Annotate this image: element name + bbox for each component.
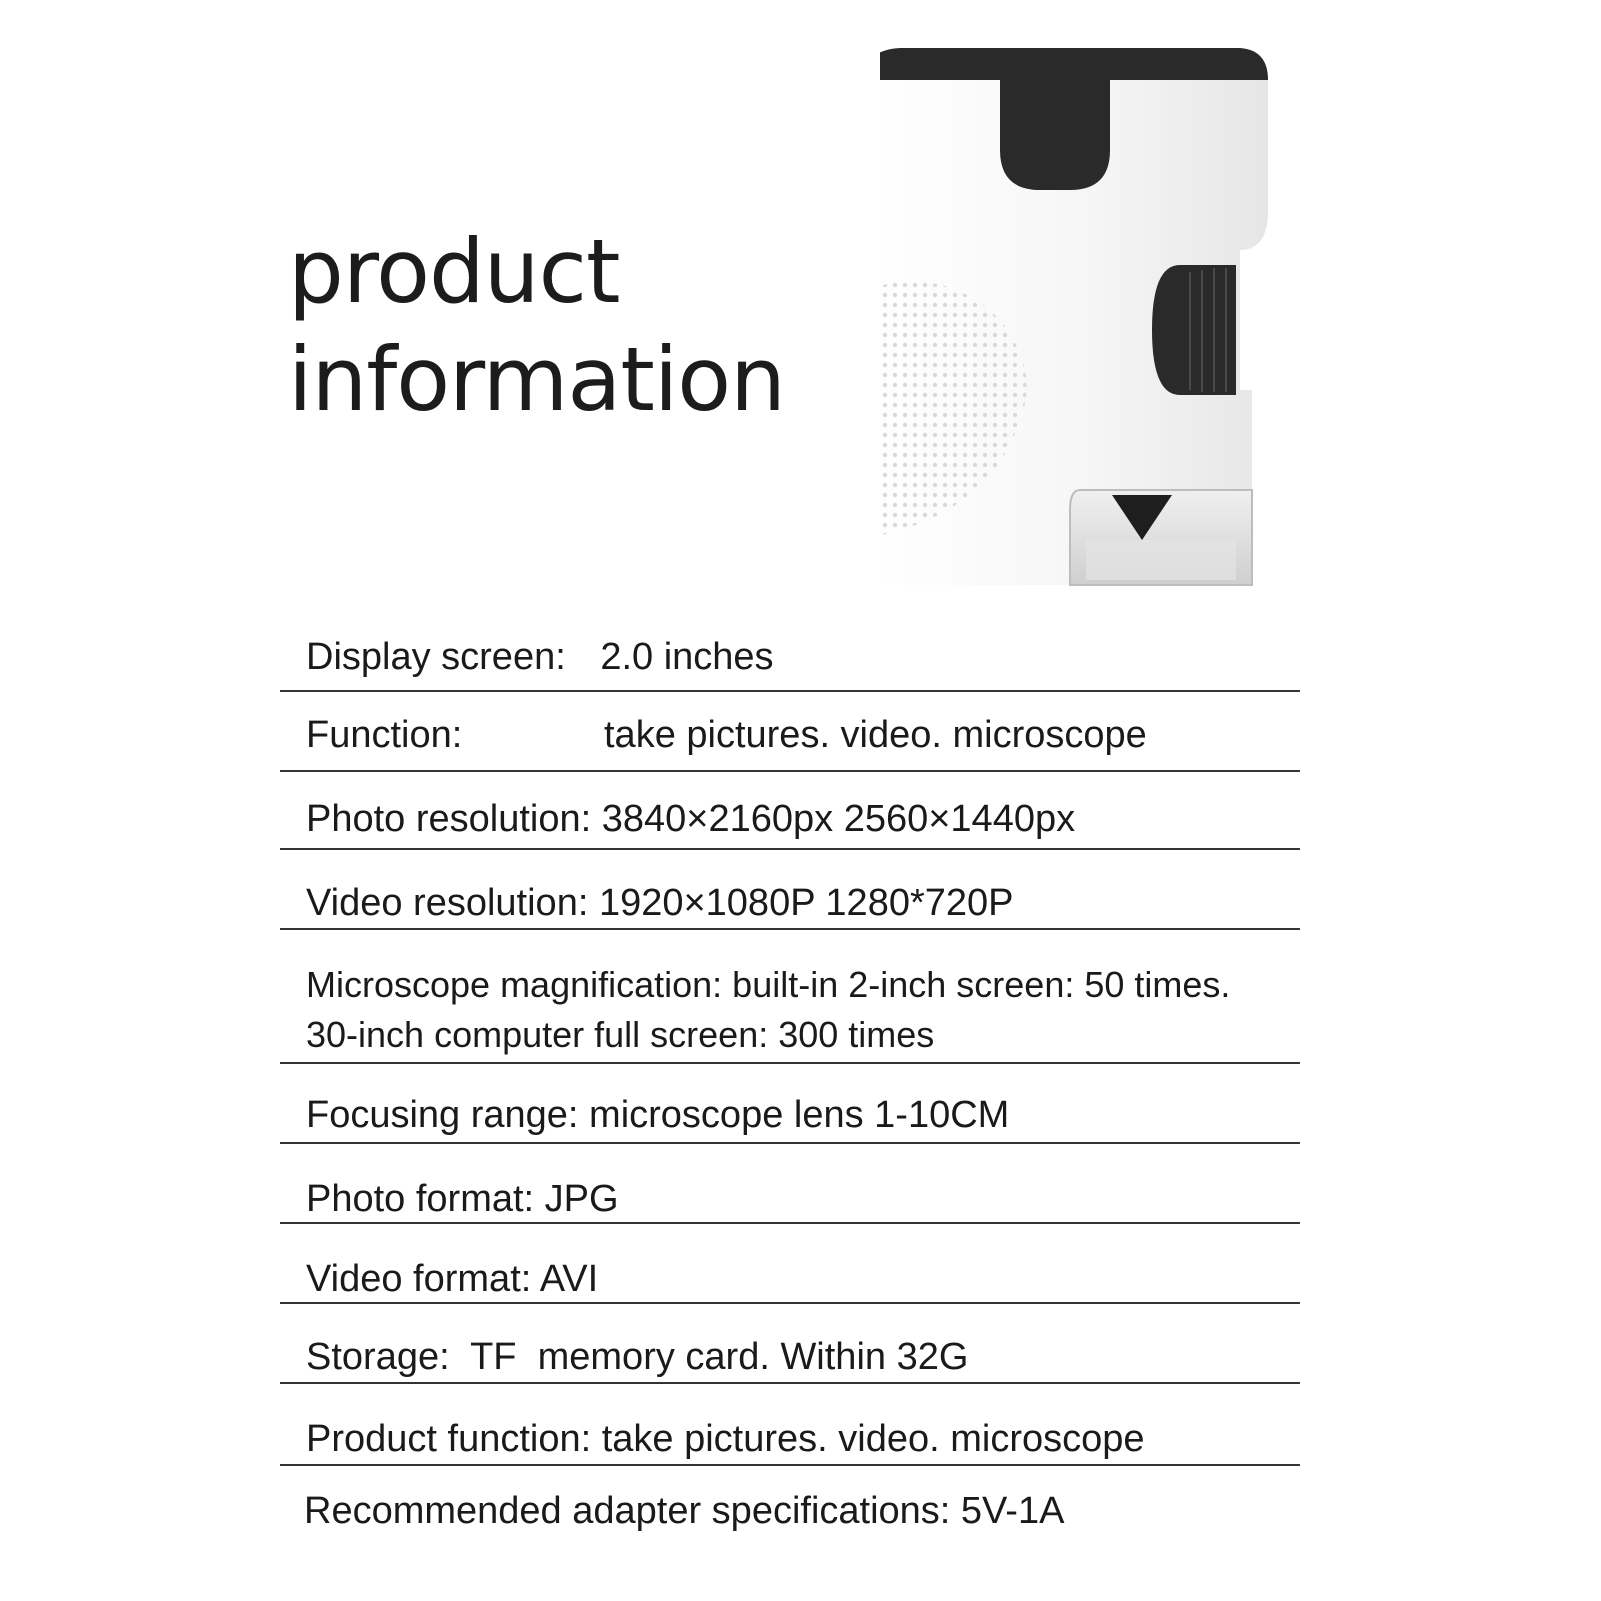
magnification-line-2: 30-inch computer full screen: 300 times <box>306 1014 935 1055</box>
spec-row-storage <box>280 1304 1300 1384</box>
display-screen-value: 2.0 inches <box>600 636 774 678</box>
page-title <box>288 218 785 434</box>
function-value: take pictures. video. microscope <box>604 714 1147 756</box>
function-label: Function: <box>306 714 463 756</box>
product-function-text: Product function: take pictures. video. microscope <box>306 1418 1145 1460</box>
spec-row-microscope-magnification <box>280 930 1300 1064</box>
spec-row-photo-format <box>280 1144 1300 1224</box>
spec-row-focusing-range <box>280 1064 1300 1144</box>
title-line-1: product <box>288 220 620 323</box>
spec-row-video-format <box>280 1224 1300 1304</box>
storage-text: Storage: TF memory card. Within 32G <box>306 1336 969 1378</box>
display-screen-label: Display screen: <box>306 636 566 678</box>
focusing-range-text: Focusing range: microscope lens 1-10CM <box>306 1094 1010 1136</box>
spec-row-adapter <box>280 1466 1300 1550</box>
title-line-2: information <box>288 328 785 431</box>
spec-row-product-function <box>280 1384 1300 1466</box>
spec-row-function <box>280 692 1300 772</box>
magnification-line-1: Microscope magnification: built-in 2-inch screen: 50 times. <box>306 964 1231 1005</box>
photo-format-text: Photo format: JPG <box>306 1178 619 1220</box>
adapter-text: Recommended adapter specifications: 5V-1A <box>304 1490 1065 1532</box>
spec-row-photo-resolution <box>280 772 1300 850</box>
photo-resolution-text: Photo resolution: 3840×2160px 2560×1440px <box>306 798 1076 840</box>
spec-row-video-resolution <box>280 850 1300 930</box>
spec-row-display-screen <box>280 620 1300 692</box>
video-resolution-text: Video resolution: 1920×1080P 1280*720P <box>306 882 1014 924</box>
microscope-device-image <box>880 40 1320 610</box>
video-format-text: Video format: AVI <box>306 1258 599 1300</box>
